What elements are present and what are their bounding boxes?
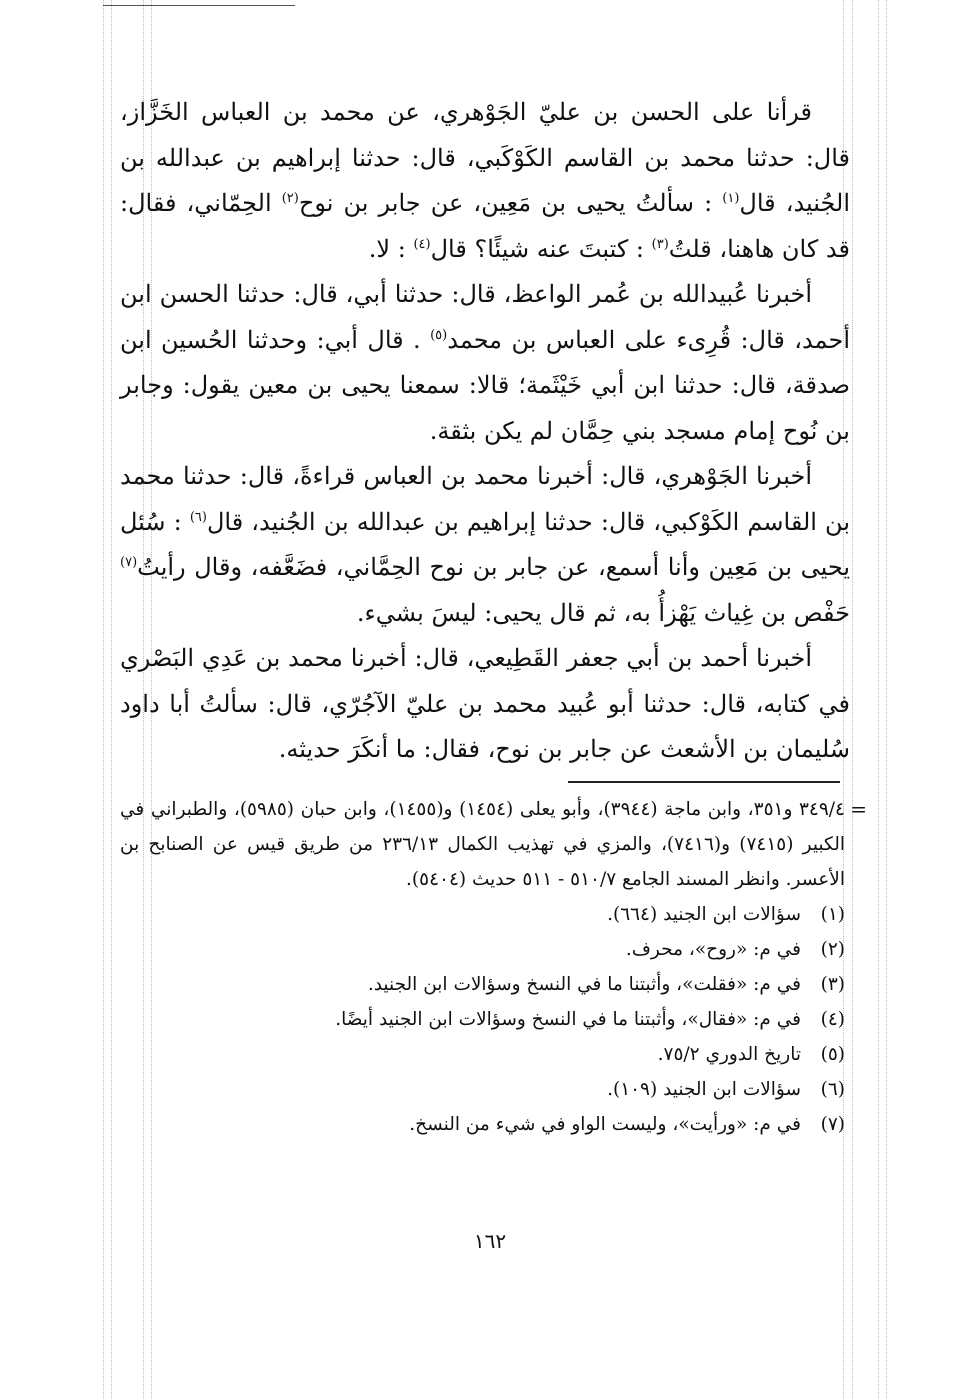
scan-guide-line bbox=[886, 0, 887, 1399]
footnote-text: تاريخ الدوري ٧٥/٢. bbox=[657, 1044, 801, 1065]
footnote-item bbox=[120, 967, 845, 1002]
footnote-item bbox=[120, 1072, 845, 1107]
main-text bbox=[120, 90, 850, 773]
footnote-text: في م: «ورأيت»، وليست الواو في شيء من النسخ. bbox=[409, 1114, 801, 1135]
scan-guide-line bbox=[103, 0, 104, 1399]
footnote-separator bbox=[568, 781, 840, 783]
footnote-number: (٢) bbox=[820, 939, 845, 960]
body-paragraph: أخبرنا أحمد بن أبي جعفر القَطِيعي، قال: أخبرنا محمد بن عَدِي البَصْري في كتابه، قال: حدثنا أبو عُبيد محمد بن عليّ الآجُرّي، قال: سألتُ أبا داود سُليمان بن الأشعث عن جابر بن نوح، فقال: ما أنكَرَ حديثه. bbox=[120, 644, 850, 763]
continuation-text: ٣٤٩/٤ و٣٥١، وابن ماجة (٣٩٤٤)، وأبو يعلى (١٤٥٤) و(١٤٥٥)، وابن حبان (٥٩٨٥)، والطبراني في الكبير (٧٤١٥) و(٧٤١٦)، والمزي في تهذيب الكمال ٢٣٦/١٣ من طريق قيس عن الصنابح بن الأعسر. وانظر المسند الجامع ٥١٠/٧ - ٥١١ حديث (٥٤٠٤). bbox=[120, 799, 846, 890]
footnote-reference: (١) bbox=[722, 191, 740, 206]
footnote-item bbox=[120, 1002, 845, 1037]
footnote-reference: (٢) bbox=[281, 191, 299, 206]
body-paragraph: أخبرنا الجَوْهري، قال: أخبرنا محمد بن العباس قراءةً، قال: حدثنا محمد بن القاسم الكَوْكبي، قال: حدثنا إبراهيم بن عبدالله بن الجُنيد، قال$^{(٦)}$ : سُئل يحيى بن مَعِين وأنا أسمع، عن جابر بن نوح الحِمَّاني، فضَعَّفه، وقال رأيتُ$^{(٧)}$ حَفْص بن غِياث يَهْزأُ به، ثم قال يحيى: ليسَ بشيء. bbox=[120, 462, 850, 627]
scan-guide-line bbox=[852, 0, 853, 1399]
footnote-item bbox=[120, 897, 845, 932]
body-paragraph: أخبرنا عُبيدالله بن عُمر الواعظ، قال: حدثنا أبي، قال: حدثنا الحسن ابن أحمد، قال: قُرِىء على العباس بن محمد$^{(٥)}$ . قال أبي: وحدثنا الحُسين ابن صدقة، قال: حدثنا ابن أبي خَيْثَمة؛ قالا: سمعنا يحيى بن معين يقول: وجابر بن نُوح إمام مسجد بني حِمَّان لم يكن بثقة. bbox=[120, 280, 850, 445]
footnote-number: (٤) bbox=[820, 1009, 845, 1030]
body-paragraph: قرأنا على الحسن بن عليّ الجَوْهري، عن محمد بن العباس الخَزَّاز، قال: حدثنا محمد بن القاسم الكَوْكَبي، قال: حدثنا إبراهيم بن عبدالله بن الجُنيد، قال$^{(١)}$ : سألتُ يحيى بن مَعِين، عن جابر بن نوح$^{(٢)}$ الحِمّاني، فقال: قد كان هاهنا، قلتُ$^{(٣)}$ : كتبتَ عنه شيئًا؟ قال$^{(٤)}$ : لا. bbox=[120, 98, 850, 263]
footnote-number: (٧) bbox=[820, 1114, 845, 1135]
footnote-item bbox=[120, 1107, 845, 1142]
scan-guide-line bbox=[111, 0, 112, 1399]
footnote-continuation bbox=[120, 792, 867, 897]
footnote-number: (٦) bbox=[820, 1079, 845, 1100]
footnote-reference: (٦) bbox=[189, 509, 207, 525]
footnote-reference: (٥) bbox=[430, 327, 448, 343]
footnote-reference: (٤) bbox=[413, 236, 431, 252]
footnote-number: (٣) bbox=[820, 974, 845, 995]
footnote-reference: (٣) bbox=[651, 236, 669, 252]
footnote-text: في م: «فقال»، وأثبتنا ما في النسخ وسؤالات ابن الجنيد أيضًا. bbox=[335, 1009, 801, 1030]
scan-guide-line bbox=[878, 0, 879, 1399]
footnote-text: سؤالات ابن الجنيد (٦٦٤). bbox=[607, 904, 801, 925]
footnote-number: (١) bbox=[820, 904, 845, 925]
footnote-item bbox=[120, 1037, 845, 1072]
footnote-list bbox=[120, 897, 845, 1142]
footnote-item bbox=[120, 932, 845, 967]
footnotes bbox=[120, 792, 867, 1142]
footnote-number: (٥) bbox=[820, 1044, 845, 1065]
footnote-text: في م: «روح»، محرف. bbox=[625, 939, 801, 960]
footnote-reference: (٧) bbox=[120, 555, 138, 570]
footnote-text: سؤالات ابن الجنيد (١٠٩). bbox=[607, 1079, 801, 1100]
top-rule bbox=[103, 5, 295, 6]
page-number: ١٦٢ bbox=[473, 1229, 507, 1253]
continuation-mark: = bbox=[850, 797, 867, 821]
footnote-text: في م: «فقلت»، وأثبتنا ما في النسخ وسؤالات ابن الجنيد. bbox=[367, 974, 801, 995]
